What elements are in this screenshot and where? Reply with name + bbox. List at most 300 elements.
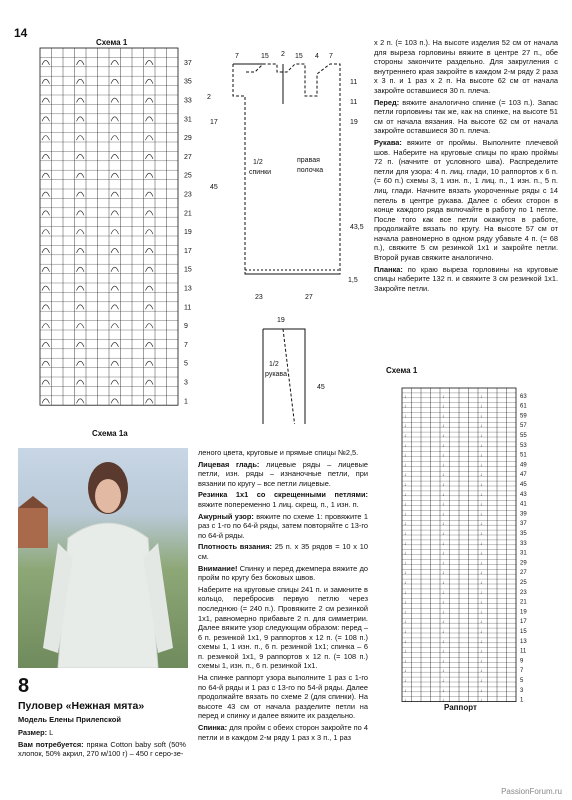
model-photo bbox=[18, 448, 188, 668]
dim-4: 4 bbox=[315, 53, 319, 60]
row-label: 23 bbox=[184, 191, 192, 199]
col_mid-para bbox=[198, 490, 368, 509]
label-sleeve-2: рукава bbox=[265, 371, 287, 378]
dim-7b: 7 bbox=[329, 53, 333, 60]
label-back: 1/2 bbox=[253, 159, 263, 166]
yarn-over-mark bbox=[146, 154, 154, 159]
yarn-over-mark bbox=[146, 342, 154, 347]
decrease-mark: ↓ bbox=[442, 589, 445, 596]
yarn-over-mark bbox=[111, 136, 119, 141]
row-label: 9 bbox=[184, 323, 188, 331]
yarn-over-mark bbox=[77, 136, 85, 141]
yarn-over-mark bbox=[77, 305, 85, 310]
decrease-mark: ↓ bbox=[404, 482, 407, 488]
yarn-over-mark bbox=[111, 361, 119, 366]
decrease-mark: ↓ bbox=[480, 423, 483, 430]
decrease-mark: ↓ bbox=[480, 589, 483, 596]
decrease-mark: ↓ bbox=[442, 540, 445, 547]
decrease-mark: ↓ bbox=[480, 658, 483, 665]
dim-11a: 11 bbox=[350, 79, 358, 86]
row-label: 17 bbox=[184, 247, 192, 255]
yarn-over-mark bbox=[77, 361, 85, 366]
row-label: 33 bbox=[520, 540, 527, 547]
decrease-mark: ↓ bbox=[480, 531, 483, 537]
yarn-over-mark bbox=[111, 380, 119, 385]
yarn-over-mark bbox=[111, 60, 119, 65]
size-value: L bbox=[47, 728, 54, 737]
yarn-over-mark bbox=[146, 305, 154, 310]
row-label: 45 bbox=[520, 482, 527, 488]
decrease-mark: ↓ bbox=[442, 570, 445, 577]
decrease-mark: ↓ bbox=[480, 599, 483, 606]
row-label: 25 bbox=[520, 580, 527, 586]
decrease-mark: ↓ bbox=[480, 501, 483, 508]
decrease-mark: ↓ bbox=[404, 658, 407, 665]
decrease-mark: ↓ bbox=[404, 501, 407, 508]
para-bold: Рукава: bbox=[374, 137, 402, 147]
row-label: 55 bbox=[520, 433, 527, 439]
decrease-mark: ↓ bbox=[404, 638, 407, 645]
decrease-mark: ↓ bbox=[442, 403, 445, 410]
yarn-over-mark bbox=[111, 286, 119, 291]
yarn-over-mark bbox=[146, 380, 154, 385]
yarn-over-mark bbox=[77, 324, 85, 329]
row-label: 1 bbox=[184, 398, 188, 406]
decrease-mark: ↓ bbox=[480, 521, 483, 528]
row-label: 13 bbox=[184, 285, 192, 293]
decrease-mark: ↓ bbox=[404, 491, 407, 498]
para-bold: Спинка: bbox=[198, 723, 228, 733]
decrease-mark: ↓ bbox=[404, 521, 407, 528]
dim-27: 27 bbox=[305, 294, 313, 301]
yarn-over-mark bbox=[146, 267, 154, 272]
model-illustration bbox=[18, 448, 188, 668]
para-text: лицевые ряды – лицевые петли, изн. ряды – изнаночные петли, при вязании по кругу – все петли лицевые. bbox=[198, 459, 368, 488]
label-sleeve: 1/2 bbox=[269, 361, 279, 368]
yarn-over-mark bbox=[42, 248, 50, 253]
row-label: 23 bbox=[520, 589, 527, 596]
scheme1-left-bottom-label: Схема 1а bbox=[92, 429, 128, 438]
row-label: 59 bbox=[520, 413, 527, 420]
dim-7a: 7 bbox=[235, 53, 239, 60]
col_right_top-para bbox=[374, 138, 558, 263]
decrease-mark: ↓ bbox=[480, 482, 483, 488]
row-label: 51 bbox=[520, 452, 527, 459]
yarn-over-mark bbox=[146, 361, 154, 366]
decrease-mark: ↓ bbox=[442, 413, 445, 420]
yarn-over-mark bbox=[146, 399, 154, 404]
decrease-mark: ↓ bbox=[442, 531, 445, 537]
yarn-over-mark bbox=[77, 380, 85, 385]
dim-15a: 15 bbox=[261, 53, 269, 60]
decrease-mark: ↓ bbox=[480, 560, 483, 567]
decrease-mark: ↓ bbox=[442, 697, 445, 704]
row-label: 39 bbox=[520, 511, 527, 518]
decrease-mark: ↓ bbox=[404, 570, 407, 577]
row-label: 5 bbox=[520, 678, 524, 684]
decrease-mark: ↓ bbox=[442, 442, 445, 449]
yarn-over-mark bbox=[77, 154, 85, 159]
row-label: 49 bbox=[520, 462, 527, 469]
row-label: 29 bbox=[184, 135, 192, 143]
decrease-mark: ↓ bbox=[442, 393, 445, 400]
para-bold: Перед: bbox=[374, 97, 400, 107]
yarn-over-mark bbox=[146, 136, 154, 141]
para-text: вяжите от проймы. Выполните плечевой шов. Наберите на круговые спицы по краю проймы 72 п. (начните от условного шва). Распределите петли для узора: 4 п. лиц. глади, 10 раппортов x 6 п. (= 60 п.) схемы 3, 1 изн. п., 1 лиц. п., 1 изн. п., 5 п. лиц. глади. Начните вязать укороченные ряды с 14 петель в центре рукава. Далее с обеих сторон в конце каждого ряда включайте в работу по 1 петле. После того как все петли окажутся в работе, продолжайте вязать по кругу. На высоте 57 см от начала равномерно в одном ряду убавьте 4 п. (= 68 п.), свяжите 5 см резинкой 1x1 и закройте петли. Второй рукав свяжите аналогично. bbox=[374, 137, 558, 263]
decrease-mark: ↓ bbox=[404, 550, 407, 557]
decrease-mark: ↓ bbox=[404, 678, 407, 684]
decrease-mark: ↓ bbox=[480, 491, 483, 498]
decrease-mark: ↓ bbox=[404, 599, 407, 606]
yarn-over-mark bbox=[42, 361, 50, 366]
scheme1-left-chart bbox=[38, 46, 198, 416]
decrease-mark: ↓ bbox=[480, 413, 483, 420]
yarn-over-mark bbox=[42, 399, 50, 404]
decrease-mark: ↓ bbox=[442, 472, 445, 479]
decrease-mark: ↓ bbox=[480, 511, 483, 518]
yarn-over-mark bbox=[77, 192, 85, 197]
yarn-over-mark bbox=[146, 60, 154, 65]
row-label: 3 bbox=[520, 687, 524, 694]
decrease-mark: ↓ bbox=[442, 638, 445, 645]
row-label: 47 bbox=[520, 472, 527, 479]
item-number: 8 bbox=[18, 675, 30, 697]
decrease-mark: ↓ bbox=[404, 531, 407, 537]
para-bold: Резинка 1x1 со скрещенными петлями: bbox=[198, 490, 368, 500]
dim-sleeve-19: 19 bbox=[277, 317, 285, 324]
dim-sleeve-45: 45 bbox=[317, 384, 325, 391]
para-text: 25 п. x 35 рядов = 10 x 10 см. bbox=[198, 542, 368, 561]
para-text: по краю выреза горловины на круговые спицы наберите 132 п. и свяжите 3 см резинкой 1x1. Закройте петли. bbox=[374, 264, 558, 293]
yarn-over-mark bbox=[42, 324, 50, 329]
scheme1-right-title: Схема 1 bbox=[386, 366, 418, 375]
decrease-mark: ↓ bbox=[480, 403, 483, 410]
page-number: 14 bbox=[14, 26, 28, 40]
decrease-mark: ↓ bbox=[442, 668, 445, 675]
yarn-over-mark bbox=[146, 286, 154, 291]
row-label: 63 bbox=[520, 393, 527, 400]
col_mid-para bbox=[198, 542, 368, 561]
row-label: 7 bbox=[184, 341, 188, 349]
yarn-over-mark bbox=[42, 286, 50, 291]
decrease-mark: ↓ bbox=[404, 668, 407, 675]
decrease-mark: ↓ bbox=[404, 433, 407, 439]
yarn-over-mark bbox=[111, 342, 119, 347]
decrease-mark: ↓ bbox=[442, 687, 445, 694]
yarn-over-mark bbox=[77, 60, 85, 65]
row-label: 17 bbox=[520, 619, 527, 626]
yarn-over-mark bbox=[42, 117, 50, 122]
yarn-over-mark bbox=[77, 286, 85, 291]
dim-19: 19 bbox=[350, 119, 358, 126]
decrease-mark: ↓ bbox=[442, 521, 445, 528]
dim-45: 45 bbox=[210, 184, 218, 191]
decrease-mark: ↓ bbox=[442, 511, 445, 518]
row-label: 13 bbox=[520, 638, 527, 645]
yarn-over-mark bbox=[146, 324, 154, 329]
yarn-over-mark bbox=[77, 399, 85, 404]
decrease-mark: ↓ bbox=[442, 491, 445, 498]
decrease-mark: ↓ bbox=[442, 482, 445, 488]
yarn-over-mark bbox=[146, 230, 154, 235]
decrease-mark: ↓ bbox=[442, 648, 445, 655]
decrease-mark: ↓ bbox=[404, 442, 407, 449]
decrease-mark: ↓ bbox=[480, 668, 483, 675]
para-bold: Лицевая гладь: bbox=[198, 459, 260, 469]
para-bold: Ажурный узор: bbox=[198, 511, 254, 521]
label-front: правая bbox=[297, 157, 320, 164]
decrease-mark: ↓ bbox=[480, 678, 483, 684]
product-title: Пуловер «Нежная мята» bbox=[18, 700, 145, 712]
decrease-mark: ↓ bbox=[480, 648, 483, 655]
row-label: 35 bbox=[520, 531, 527, 537]
yarn-over-mark bbox=[146, 98, 154, 103]
decrease-mark: ↓ bbox=[480, 629, 483, 635]
decrease-mark: ↓ bbox=[442, 599, 445, 606]
yarn-over-mark bbox=[111, 192, 119, 197]
para-bold: Плотность вязания: bbox=[198, 542, 273, 552]
yarn-over-mark bbox=[42, 211, 50, 216]
needs-value: пряжа Cotton baby soft (50% хлопок, 50% акрил, 270 м/100 г) – 450 г серо-зе- bbox=[18, 739, 186, 759]
row-label: 29 bbox=[520, 560, 527, 567]
decrease-mark: ↓ bbox=[442, 423, 445, 430]
text-column-middle bbox=[198, 448, 368, 744]
decrease-mark: ↓ bbox=[480, 393, 483, 400]
yarn-over-mark bbox=[42, 267, 50, 272]
yarn-over-mark bbox=[77, 230, 85, 235]
row-label: 53 bbox=[520, 442, 527, 449]
row-label: 37 bbox=[520, 521, 527, 528]
decrease-mark: ↓ bbox=[404, 462, 407, 469]
decrease-mark: ↓ bbox=[404, 580, 407, 586]
decrease-mark: ↓ bbox=[442, 609, 445, 616]
yarn-over-mark bbox=[77, 248, 85, 253]
para-bold: Внимание! bbox=[198, 563, 238, 573]
row-label: 21 bbox=[184, 210, 192, 218]
col_right_top-para bbox=[374, 98, 558, 136]
yarn-over-mark bbox=[42, 305, 50, 310]
yarn-over-mark bbox=[42, 136, 50, 141]
decrease-mark: ↓ bbox=[404, 619, 407, 626]
yarn-over-mark bbox=[42, 173, 50, 178]
row-label: 11 bbox=[520, 648, 527, 655]
row-label: 11 bbox=[184, 304, 192, 312]
row-label: 33 bbox=[184, 97, 192, 105]
size-label: Размер: bbox=[18, 728, 48, 737]
decrease-mark: ↓ bbox=[404, 511, 407, 518]
label-back-2: спинки bbox=[249, 169, 272, 176]
decrease-mark: ↓ bbox=[442, 658, 445, 665]
decrease-mark: ↓ bbox=[442, 629, 445, 635]
row-label: 61 bbox=[520, 403, 527, 410]
row-label: 31 bbox=[184, 116, 192, 124]
col_right_top-para bbox=[374, 38, 558, 96]
decrease-mark: ↓ bbox=[404, 629, 407, 635]
text-column-right bbox=[374, 38, 558, 295]
para-text: вяжите по схеме 1: провяжите 1 раз с 1-го по 64-й ряды, затем повторяйте с 13-го по 64-й ряды. bbox=[198, 511, 368, 540]
decrease-mark: ↓ bbox=[404, 403, 407, 410]
decrease-mark: ↓ bbox=[480, 462, 483, 469]
yarn-over-mark bbox=[111, 230, 119, 235]
decrease-mark: ↓ bbox=[480, 570, 483, 577]
para-text: Наберите на круговые спицы 241 п. и замкните в кольцо, перебросив первую петлю через последнюю (= 240 п.). Провяжите 2 см резинкой 1x1, равномерно прибавьте 2 п. для симметрии. Далее вяжите узор следующим образом: перед – 6 п. резинкой 1x1, 9 раппортов x 12 п. (= 108 п.) схемы 1, 1 изн. п., 6 п. резинкой 1x1; спинка – 6 п. резинкой 1x1, 9 раппортов x 12 п. (= 108 п.) схемы 1, изн. п., 6 п. резинкой 1x1. bbox=[198, 584, 368, 671]
yarn-over-mark bbox=[42, 60, 50, 65]
model-author: Модель Елены Прилепской bbox=[18, 715, 121, 724]
decrease-mark: ↓ bbox=[404, 648, 407, 655]
decrease-mark: ↓ bbox=[404, 697, 407, 704]
col_mid-para bbox=[198, 460, 368, 489]
row-label: 31 bbox=[520, 550, 527, 557]
dim-1-5: 1,5 bbox=[348, 277, 358, 284]
yarn-over-mark bbox=[77, 117, 85, 122]
yarn-over-mark bbox=[111, 98, 119, 103]
decrease-mark: ↓ bbox=[404, 560, 407, 567]
decrease-mark: ↓ bbox=[442, 462, 445, 469]
para-text: На спинке раппорт узора выполните 1 раз с 1-го по 64-й ряды и 1 раз с 13-го по 54-й ряды. Далее продолжайте вязать по схеме 2 (для спинки). На высоте 43 см от начала разделите петли на перед и спинку и далее вяжите их раздельно. bbox=[198, 673, 368, 721]
decrease-mark: ↓ bbox=[480, 580, 483, 586]
decrease-mark: ↓ bbox=[480, 638, 483, 645]
row-label: 19 bbox=[520, 609, 527, 616]
decrease-mark: ↓ bbox=[480, 697, 483, 704]
yarn-over-mark bbox=[77, 342, 85, 347]
row-label: 21 bbox=[520, 599, 527, 606]
row-label: 5 bbox=[184, 360, 188, 368]
yarn-over-mark bbox=[146, 211, 154, 216]
col_mid-para bbox=[198, 564, 368, 583]
decrease-mark: ↓ bbox=[404, 589, 407, 596]
yarn-over-mark bbox=[111, 211, 119, 216]
yarn-over-mark bbox=[42, 380, 50, 385]
row-label: 37 bbox=[184, 59, 192, 67]
yarn-over-mark bbox=[146, 192, 154, 197]
scheme1-left-title: Схема 1 bbox=[96, 38, 128, 47]
para-text: вяжите аналогично спинке (= 103 п.). Запас петли горловины так же, как на спинке, на высоте 51 см от начала вязания. На высоте 62 см от начала закройте оставшиеся 30 п. плеча. bbox=[374, 97, 558, 136]
row-label: 41 bbox=[520, 501, 527, 508]
yarn-over-mark bbox=[111, 248, 119, 253]
yarn-over-mark bbox=[146, 173, 154, 178]
yarn-over-mark bbox=[146, 117, 154, 122]
decrease-mark: ↓ bbox=[480, 540, 483, 547]
dim-15b: 15 bbox=[295, 53, 303, 60]
yarn-over-mark bbox=[42, 98, 50, 103]
dim-2a: 2 bbox=[281, 51, 285, 58]
yarn-over-mark bbox=[42, 230, 50, 235]
decrease-mark: ↓ bbox=[442, 501, 445, 508]
row-label: 25 bbox=[184, 172, 192, 180]
decrease-mark: ↓ bbox=[404, 452, 407, 459]
row-label: 27 bbox=[184, 153, 192, 161]
decrease-mark: ↓ bbox=[404, 423, 407, 430]
decrease-mark: ↓ bbox=[442, 433, 445, 439]
para-bold: Планка: bbox=[374, 264, 403, 274]
decrease-mark: ↓ bbox=[404, 413, 407, 420]
yarn-over-mark bbox=[111, 117, 119, 122]
yarn-over-mark bbox=[77, 79, 85, 84]
decrease-mark: ↓ bbox=[442, 619, 445, 626]
col_mid-para bbox=[198, 512, 368, 541]
yarn-over-mark bbox=[42, 342, 50, 347]
para-text: вяжите попеременно 1 лиц. скрещ. п., 1 изн. п. bbox=[198, 499, 359, 509]
row-label: 35 bbox=[184, 78, 192, 86]
para-text: Спинку и перед джемпера вяжите до пройм по кругу без боковых швов. bbox=[198, 563, 368, 583]
label-front-2: полочка bbox=[297, 167, 324, 174]
para-text: леного цвета, круговые и прямые спицы №2,5. bbox=[198, 448, 359, 457]
row-label: 57 bbox=[520, 423, 527, 430]
decrease-mark: ↓ bbox=[404, 472, 407, 479]
col_mid-para bbox=[198, 448, 368, 458]
decrease-mark: ↓ bbox=[442, 550, 445, 557]
watermark: PassionForum.ru bbox=[501, 787, 562, 796]
dim-11b: 11 bbox=[350, 99, 358, 106]
row-label: 1 bbox=[520, 697, 524, 704]
yarn-over-mark bbox=[77, 98, 85, 103]
row-label: 19 bbox=[184, 229, 192, 237]
dim-2b: 2 bbox=[207, 94, 211, 101]
decrease-mark: ↓ bbox=[442, 452, 445, 459]
yarn-over-mark bbox=[111, 79, 119, 84]
decrease-mark: ↓ bbox=[404, 687, 407, 694]
yarn-over-mark bbox=[111, 399, 119, 404]
yarn-over-mark bbox=[111, 154, 119, 159]
decrease-mark: ↓ bbox=[480, 609, 483, 616]
decrease-mark: ↓ bbox=[480, 433, 483, 439]
dim-43-5: 43,5 bbox=[350, 224, 364, 231]
yarn-over-mark bbox=[111, 173, 119, 178]
decrease-mark: ↓ bbox=[404, 609, 407, 616]
decrease-mark: ↓ bbox=[480, 472, 483, 479]
yarn-over-mark bbox=[42, 79, 50, 84]
decrease-mark: ↓ bbox=[480, 442, 483, 449]
row-label: 43 bbox=[520, 491, 527, 498]
decrease-mark: ↓ bbox=[480, 687, 483, 694]
col_mid-para bbox=[198, 673, 368, 721]
yarn-over-mark bbox=[42, 154, 50, 159]
scheme1-right-chart bbox=[400, 386, 535, 716]
needs-label: Вам потребуется: bbox=[18, 739, 84, 749]
para-text: x 2 п. (= 103 п.). На высоте изделия 52 см от начала для выреза горловины вяжите в центре 27 п., обе стороны закончите раздельно. Для закругления с внутреннего края закройте в каждом 2-м ряду 2 раза x 3 п. и 1 раз x 2 п. На высоте 62 см от начала закройте оставшиеся 30 п. плеча. bbox=[374, 38, 558, 95]
yarn-over-mark bbox=[146, 248, 154, 253]
decrease-mark: ↓ bbox=[442, 580, 445, 586]
row-label: 15 bbox=[520, 629, 527, 635]
col_mid-para bbox=[198, 585, 368, 671]
decrease-mark: ↓ bbox=[480, 619, 483, 626]
intro-text bbox=[18, 728, 186, 761]
yarn-over-mark bbox=[111, 324, 119, 329]
row-label: 3 bbox=[184, 379, 188, 387]
row-label: 27 bbox=[520, 570, 527, 577]
decrease-mark: ↓ bbox=[404, 540, 407, 547]
decrease-mark: ↓ bbox=[480, 452, 483, 459]
row-label: 7 bbox=[520, 668, 524, 675]
yarn-over-mark bbox=[42, 192, 50, 197]
yarn-over-mark bbox=[146, 79, 154, 84]
decrease-mark: ↓ bbox=[442, 678, 445, 684]
dim-23: 23 bbox=[255, 294, 263, 301]
pattern-diagram bbox=[205, 44, 365, 424]
row-label: 9 bbox=[520, 658, 524, 665]
row-label: 15 bbox=[184, 266, 192, 274]
dim-17: 17 bbox=[210, 119, 218, 126]
yarn-over-mark bbox=[77, 173, 85, 178]
para-text: для пройм с обеих сторон закройте по 4 петли и в каждом 2-м ряду 1 раз x 3 п., 1 раз bbox=[198, 723, 368, 742]
col_right_top-para bbox=[374, 265, 558, 294]
yarn-over-mark bbox=[77, 211, 85, 216]
decrease-mark: ↓ bbox=[404, 393, 407, 400]
decrease-mark: ↓ bbox=[480, 550, 483, 557]
yarn-over-mark bbox=[77, 267, 85, 272]
col_mid-para bbox=[198, 723, 368, 742]
scheme1-right-bottom-label: Раппорт bbox=[444, 703, 477, 712]
